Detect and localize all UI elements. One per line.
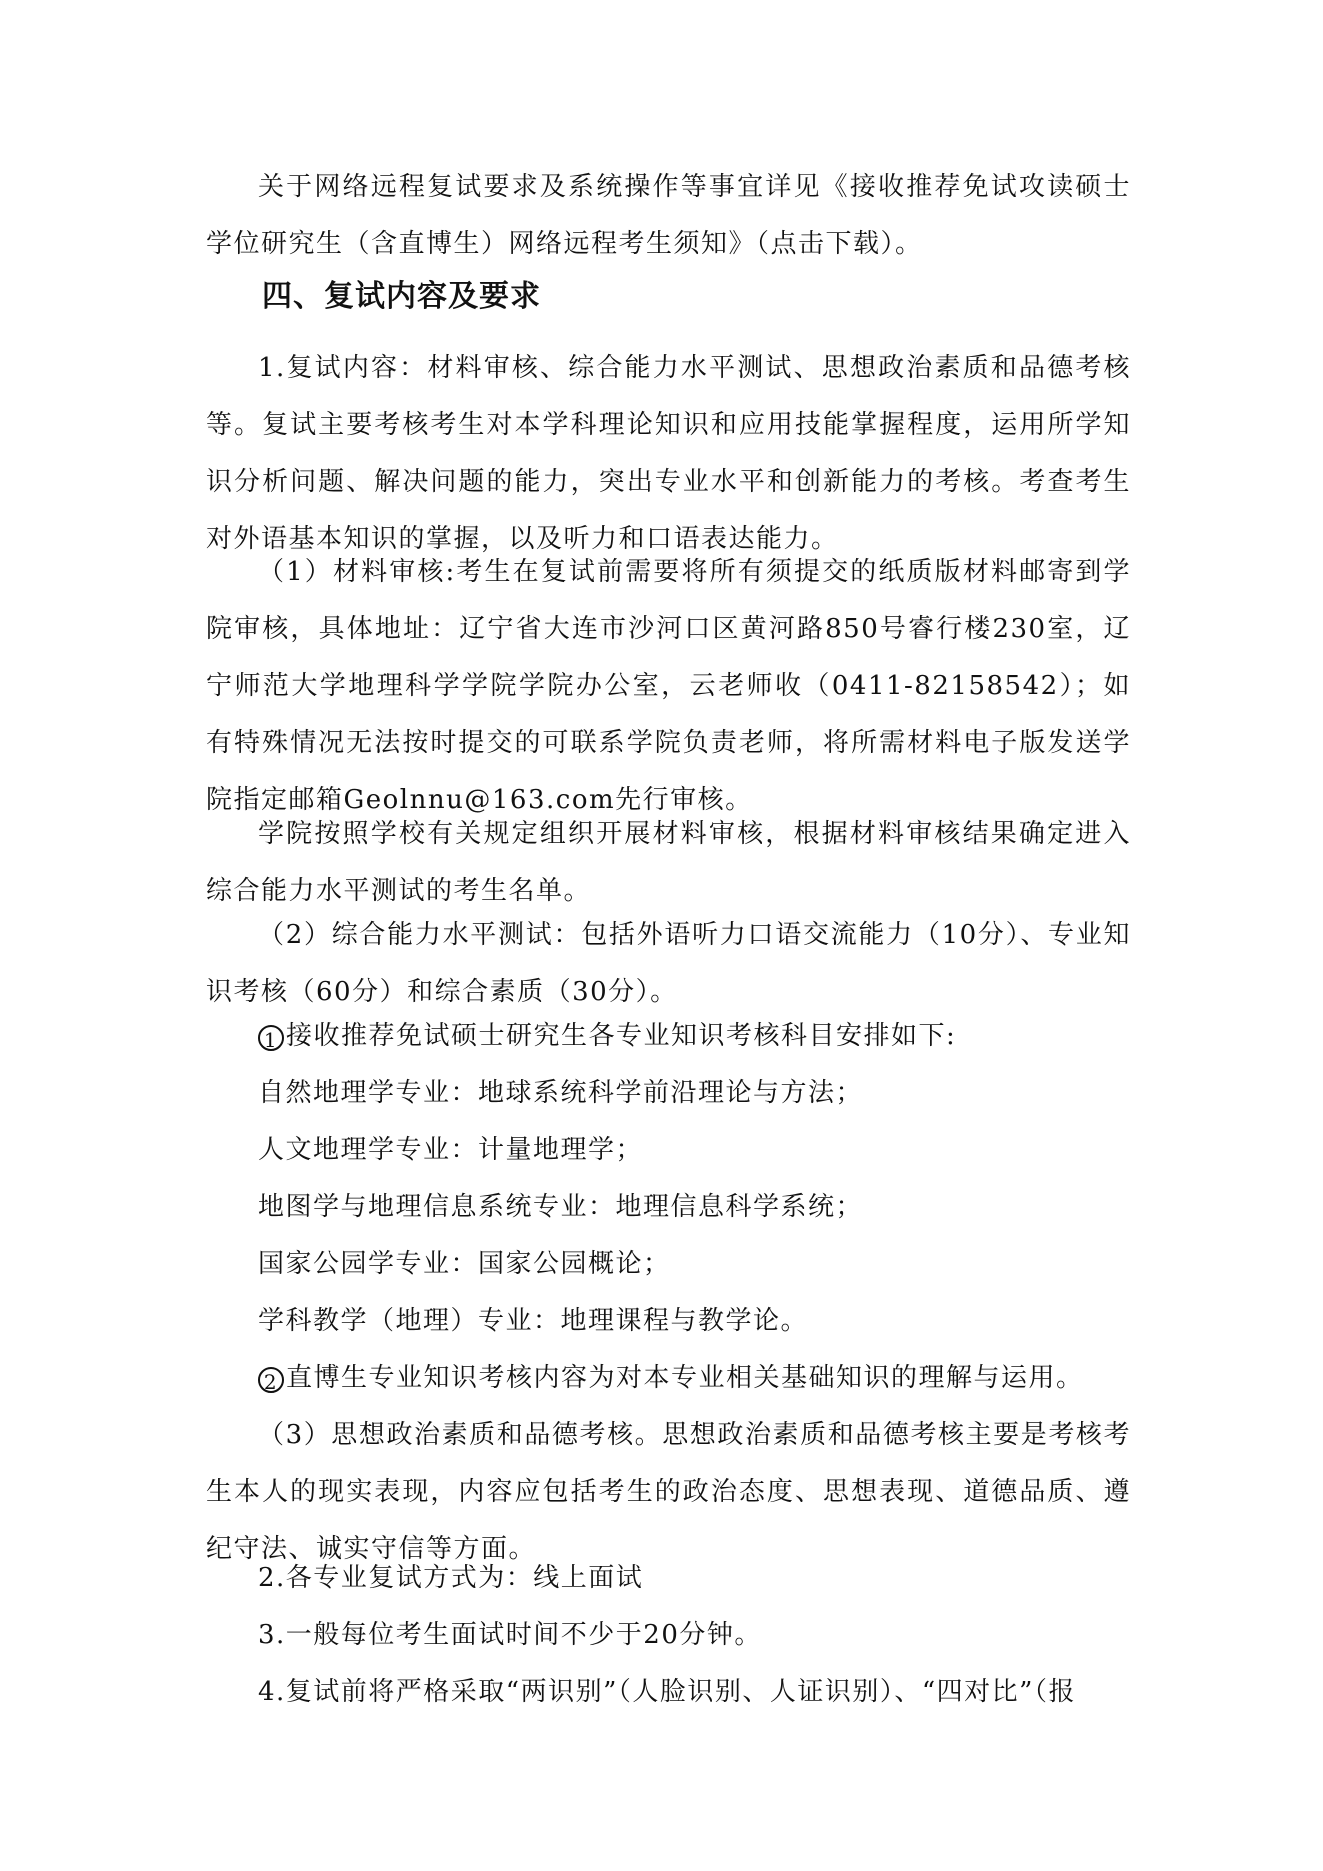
material-result-paragraph: 学院按照学校有关规定组织开展材料审核，根据材料审核结果确定进入综合能力水平测试的考生名单。 [206, 819, 1131, 906]
intro-paragraph: 关于网络远程复试要求及系统操作等事宜详见《接收推荐免试攻读硕士学位研究生（含直博生）网络远程考生须知》（点击下载）。 [206, 172, 1131, 259]
direct-phd-text: 直博生专业知识考核内容为对本专业相关基础知识的理解与运用。 [286, 1363, 1084, 1393]
subject-item: 国家公园学专业：国家公园概论； [258, 1249, 671, 1279]
circled-number-two: 2 [258, 1367, 284, 1393]
circled-number-one: 1 [258, 1025, 284, 1051]
subject-item: 人文地理学专业：计量地理学； [258, 1135, 644, 1165]
identification-line: 4.复试前将严格采取“两识别”（人脸识别、人证识别）、“四对比”（报 [258, 1677, 1076, 1707]
subject-item: 地图学与地理信息系统专业：地理信息科学系统； [258, 1192, 864, 1222]
content-paragraph: 1.复试内容：材料审核、综合能力水平测试、思想政治素质和品德考核等。复试主要考核考生对本学科理论知识和应用技能掌握程度，运用所学知识分析问题、解决问题的能力，突出专业水平和创新能力的考核。考查考生对外语基本知识的掌握，以及听力和口语表达能力。 [206, 353, 1131, 554]
duration-line: 3.一般每位考生面试时间不少于20分钟。 [258, 1620, 762, 1650]
section-heading: 四、复试内容及要求 [262, 279, 541, 314]
material-review-paragraph: （1）材料审核:考生在复试前需要将所有须提交的纸质版材料邮寄到学院审核，具体地址：辽宁省大连市沙河口区黄河路850号睿行楼230室，辽宁师范大学地理科学学院学院办公室，云老师收（0411-82158542）；如有特殊情况无法按时提交的可联系学院负责老师，将所需材料电子版发送学院指定邮箱Geolnnu@163.com先行审核。 [206, 557, 1131, 815]
moral-paragraph: （3）思想政治素质和品德考核。思想政治素质和品德考核主要是考核考生本人的现实表现，内容应包括考生的政治态度、思想表现、道德品质、遵纪守法、诚实守信等方面。 [206, 1420, 1131, 1564]
direct-phd-line [258, 1350, 1138, 1407]
subject-item: 自然地理学专业：地球系统科学前沿理论与方法； [258, 1078, 864, 1108]
subjects-intro-text: 接收推荐免试硕士研究生各专业知识考核科目安排如下: [286, 1021, 957, 1051]
ability-test-paragraph: （2）综合能力水平测试：包括外语听力口语交流能力（10分）、专业知识考核（60分）和综合素质（30分）。 [206, 920, 1131, 1007]
method-line: 2.各专业复试方式为：线上面试 [258, 1563, 644, 1593]
subjects-intro [258, 1008, 1138, 1065]
subject-item: 学科教学（地理）专业：地理课程与教学论。 [258, 1306, 809, 1336]
